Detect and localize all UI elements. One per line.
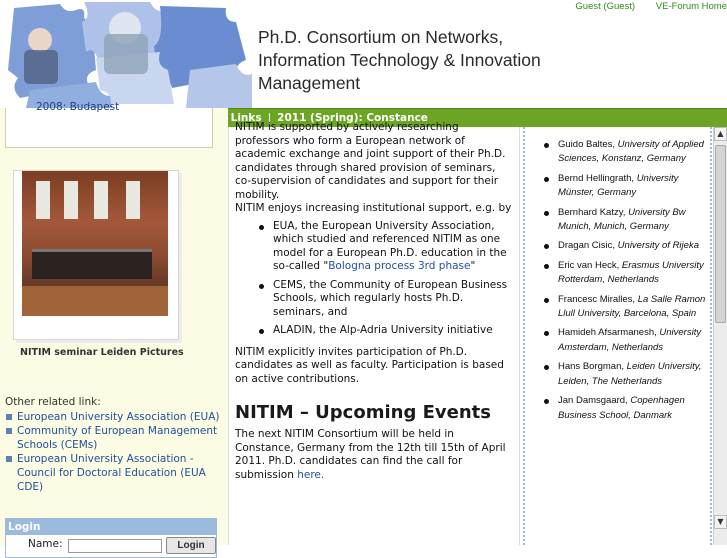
faculty-affiliation: University of Applied Sciences, Konstanz, Germany xyxy=(558,139,704,165)
photo-table xyxy=(32,249,152,279)
faculty-column xyxy=(520,127,713,545)
org-item-eua xyxy=(259,220,513,274)
faculty-name: Bernd Hellingrath, xyxy=(558,172,637,184)
puzzle-logo xyxy=(0,0,255,108)
faculty-affiliation: University Amsterdam, Netherlands xyxy=(558,327,702,353)
faculty-affiliation: University Bw Munich, Munich, Germany xyxy=(558,206,686,233)
org-text: ALADIN, the Alp-Adria University initiative xyxy=(273,324,493,336)
login-button[interactable]: Login xyxy=(166,537,216,554)
nav-separator: | xyxy=(267,112,272,124)
faculty-item xyxy=(558,206,714,235)
org-text: CEMS, the Community of European Business Schools, which regularly hosts Ph.D. seminars, and xyxy=(273,278,508,318)
login-name-label: Name: xyxy=(28,538,63,550)
photo-caption[interactable]: NITIM seminar Leiden Pictures xyxy=(20,347,184,358)
events-text: The next NITIM Consortium will be held in Constance, Germany from the 12th till 15th of April 2011. Ph.D. candidates can find the call for submission xyxy=(235,428,506,481)
org-list xyxy=(235,220,513,338)
faculty-name: Jan Damsgaard, xyxy=(558,395,631,407)
login-row xyxy=(6,535,216,555)
org-item-cems xyxy=(259,279,513,320)
sidebar-clipped-link[interactable]: 2008: Budapest xyxy=(36,101,120,113)
faculty-name: Francesc Miralles, xyxy=(558,293,638,305)
scroll-thumb[interactable] xyxy=(715,145,726,323)
forum-home-link[interactable]: VE-Forum Home xyxy=(655,1,727,12)
photo-window xyxy=(94,181,108,219)
faculty-item xyxy=(558,172,714,201)
scroll-down-icon[interactable]: ▼ xyxy=(714,515,727,529)
site-title: Ph.D. Consortium on Networks, Information Technology & Innovation Management xyxy=(258,27,541,93)
photo-window xyxy=(36,181,50,219)
org-text: EUA, the European University Association, which studied and referenced NITIM as one model for a European Ph.D. education in the so-called " xyxy=(273,219,507,272)
org-text-after: " xyxy=(470,260,476,272)
main-content xyxy=(228,121,520,545)
photo-window xyxy=(64,181,78,219)
nav-links[interactable]: Links xyxy=(230,112,262,124)
nav-current-event[interactable]: 2011 (Spring): Constance xyxy=(277,112,428,124)
top-links xyxy=(557,1,727,12)
photo-floor xyxy=(22,286,168,316)
events-heading: NITIM – Upcoming Events xyxy=(235,402,491,423)
related-links-list xyxy=(5,410,220,494)
faculty-affiliation: University Münster, Germany xyxy=(558,172,679,199)
faculty-affiliation: La Salle Ramon Llull University, Barcelona, Spain xyxy=(558,293,706,320)
intro-paragraph: NITIM is supported by actively researching professors who form a European network of academic exchange and joint support of their Ph.D. candidates through shared provision of seminars, co-supervision of candidates and support for their mobility. xyxy=(235,121,506,201)
faculty-name: Hamideh Afsarmanesh, xyxy=(558,327,660,339)
faculty-item xyxy=(558,259,714,288)
related-link-eua[interactable]: European University Association (EUA) xyxy=(5,410,220,424)
faculty-item xyxy=(558,360,714,389)
events-paragraph xyxy=(235,428,513,482)
faculty-item xyxy=(558,326,714,355)
submission-link[interactable]: here. xyxy=(297,468,325,481)
column-divider xyxy=(523,127,525,545)
faculty-list xyxy=(558,138,714,428)
faculty-item xyxy=(558,293,714,322)
participation-paragraph: NITIM explicitly invites participation of Ph.D. candidates as well as faculty. Participation is based on active contributions. xyxy=(235,345,504,385)
login-box xyxy=(5,518,217,558)
related-link-cems[interactable]: Community of European Management Schools (CEMs) xyxy=(5,424,220,452)
bologna-link[interactable]: Bologna process 3rd phase xyxy=(328,260,471,272)
related-link-eua-cde[interactable]: European University Association - Council for Doctoral Education (EUA CDE) xyxy=(5,452,220,494)
related-links-heading: Other related link: xyxy=(5,396,101,408)
guest-link[interactable]: Guest (Guest) xyxy=(575,1,636,12)
faculty-name: Bernhard Katzy, xyxy=(558,206,629,218)
scroll-up-icon[interactable]: ▲ xyxy=(714,127,727,141)
sidebar-top-box xyxy=(5,101,213,148)
header xyxy=(0,0,727,108)
faculty-item xyxy=(558,239,714,253)
login-name-input[interactable] xyxy=(68,539,162,553)
faculty-item xyxy=(558,138,714,167)
scrollbar[interactable] xyxy=(713,127,727,545)
faculty-affiliation: Erasmus University Rotterdam, Netherlands xyxy=(558,259,704,286)
faculty-item xyxy=(558,394,714,423)
faculty-affiliation: Copenhagen Business School, Danmark xyxy=(558,395,685,421)
faculty-name: Hans Borgman, xyxy=(558,361,627,373)
left-sidebar xyxy=(0,101,228,551)
photo-window xyxy=(126,181,140,219)
faculty-affiliation: University of Rijeka xyxy=(617,240,699,252)
photo-frame[interactable] xyxy=(13,170,179,340)
seminar-photo[interactable] xyxy=(22,171,168,316)
faculty-name: Guido Baltes, xyxy=(558,139,618,150)
faculty-name: Eric van Heck, xyxy=(558,259,622,271)
login-heading: Login xyxy=(6,519,216,535)
faculty-affiliation: Leiden University, Leiden, The Netherlands xyxy=(558,361,702,387)
faculty-name: Dragan Cisic, xyxy=(558,240,618,252)
support-paragraph: NITIM enjoys increasing institutional support, e.g. by xyxy=(235,202,512,214)
org-item-aladin xyxy=(259,324,513,338)
